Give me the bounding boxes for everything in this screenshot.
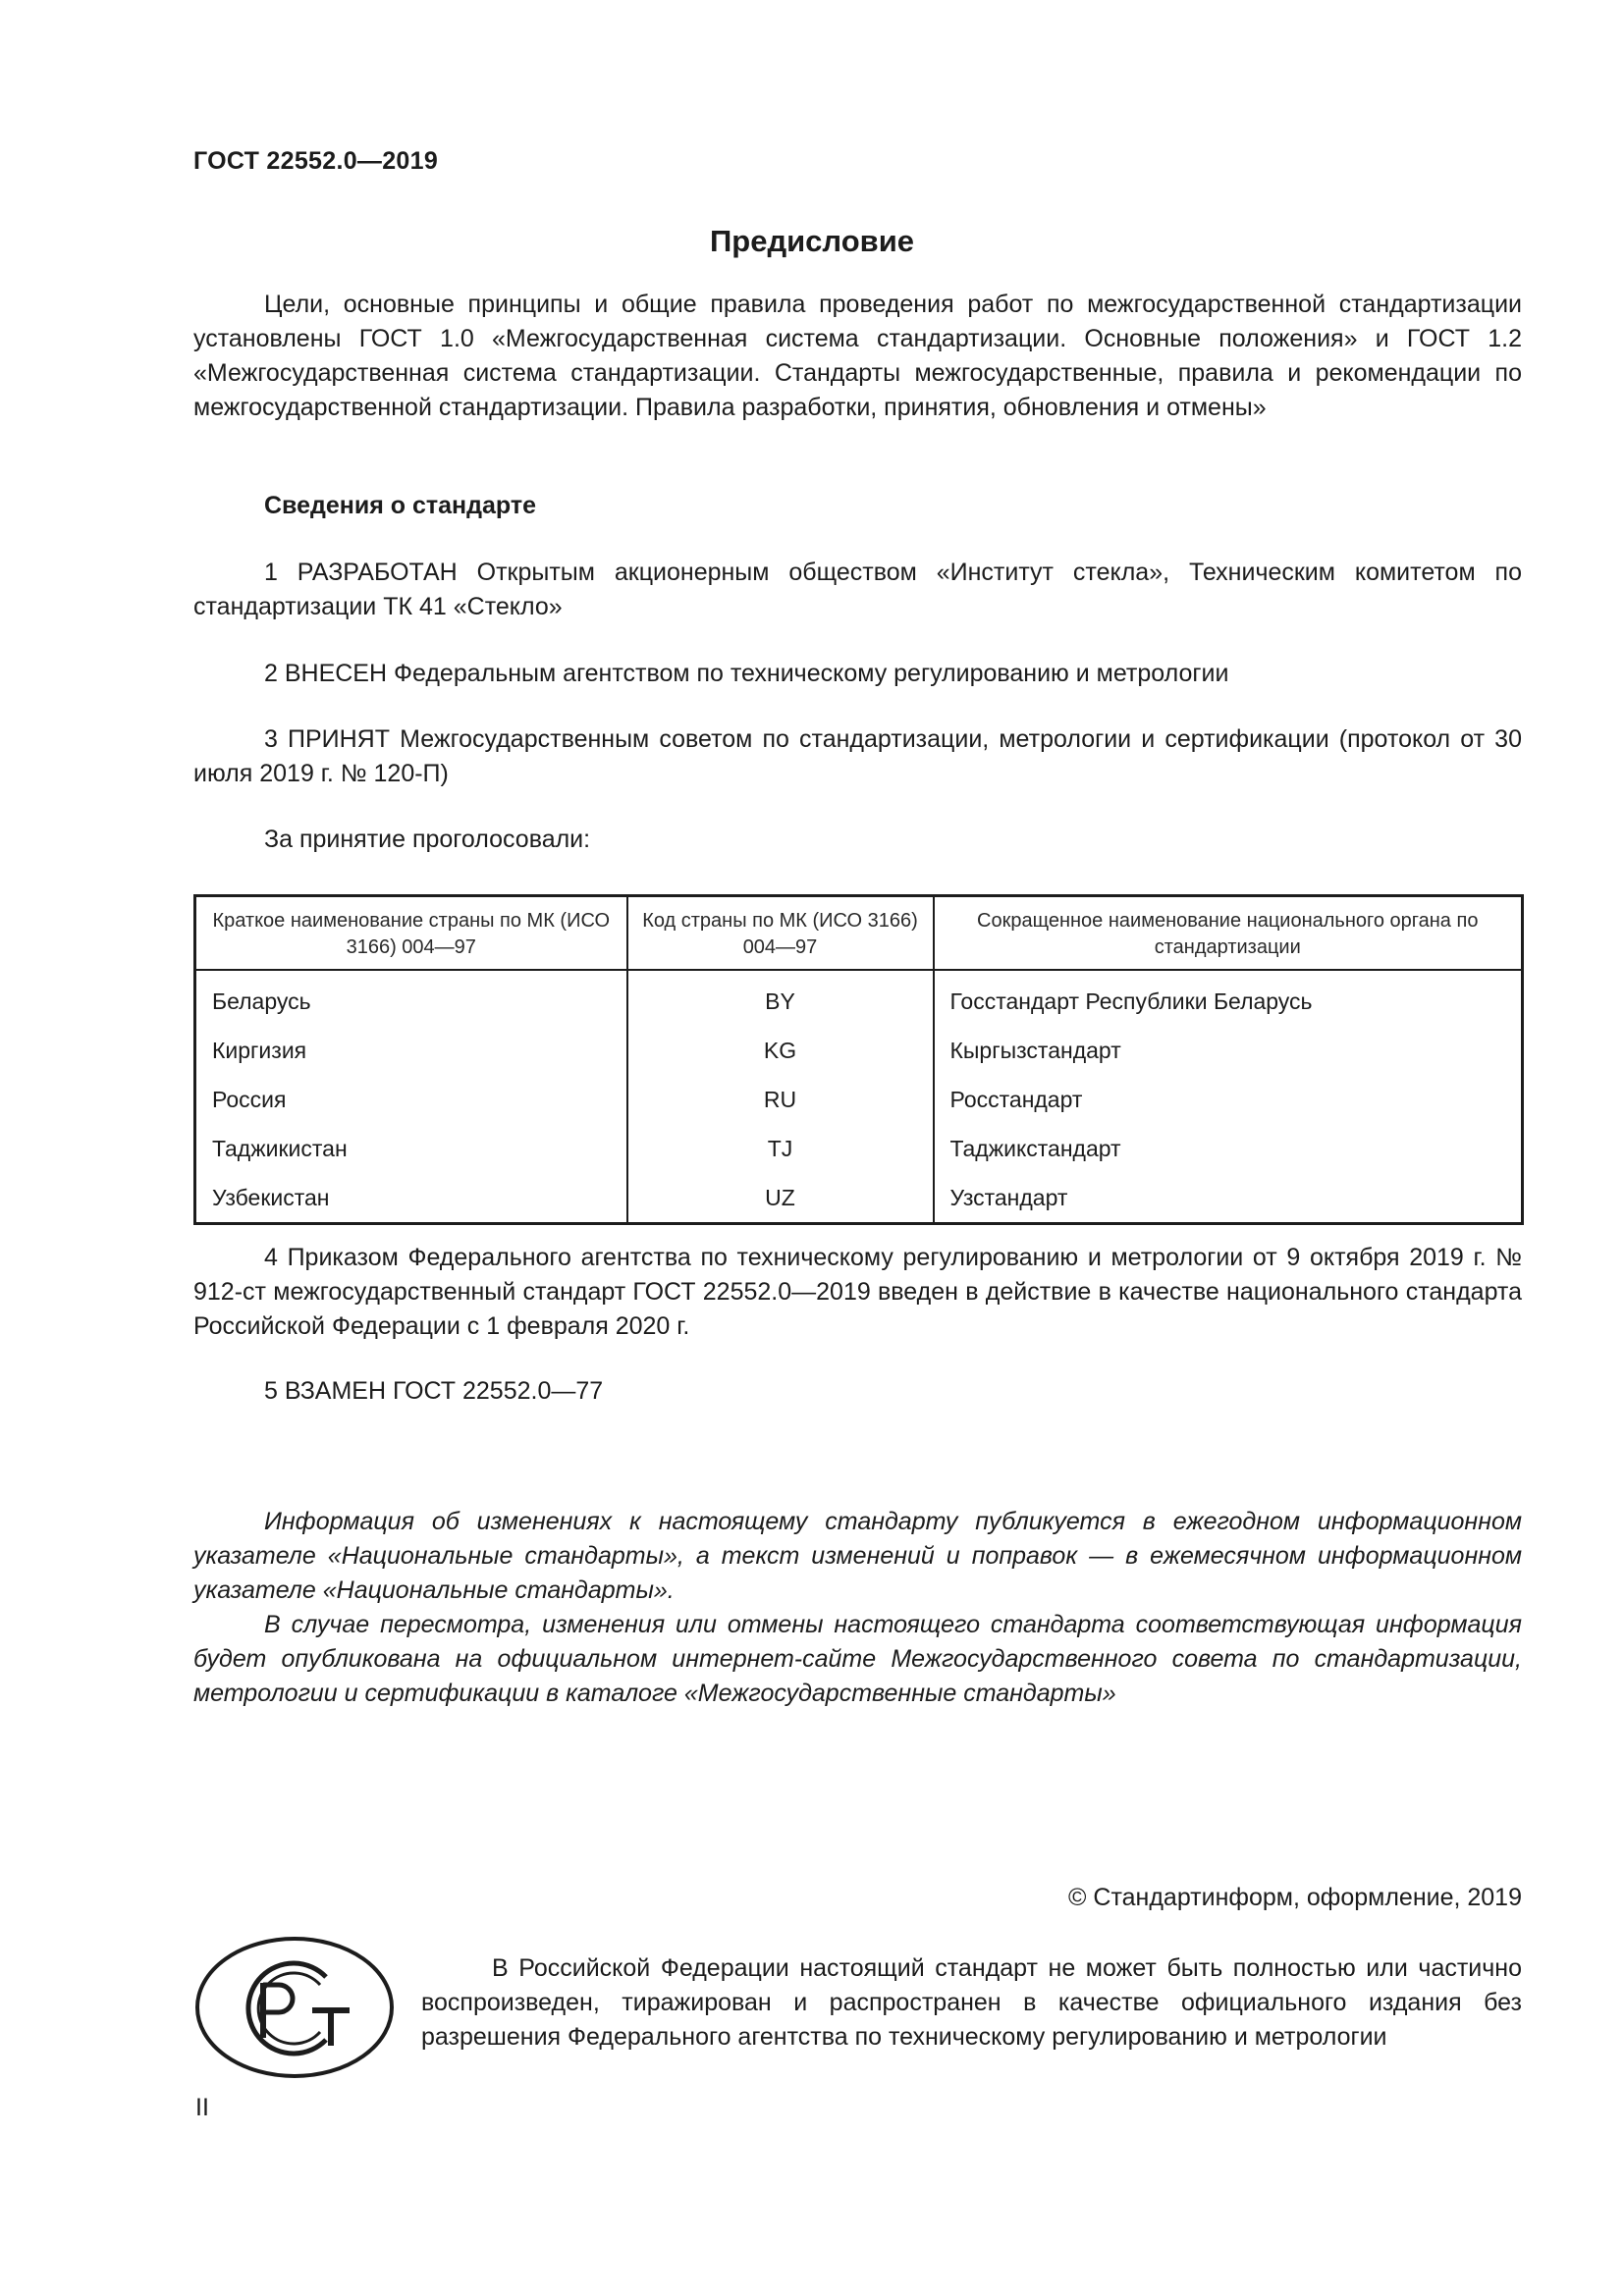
country-cell: Россия xyxy=(195,1075,627,1124)
item-2: 2 ВНЕСЕН Федеральным агентством по техническому регулированию и метрологии xyxy=(264,660,1229,687)
country-cell: Беларусь xyxy=(195,970,627,1026)
table-row xyxy=(195,1026,1523,1075)
code-cell: BY xyxy=(627,970,934,1026)
voted-label: За принятие проголосовали: xyxy=(264,826,591,853)
rst-certification-mark-icon xyxy=(194,1936,395,2079)
code-cell: KG xyxy=(627,1026,934,1075)
notice-changes: Информация об изменениях к настоящему стандарту публикуется в ежегодном информационном указателе «Национальные стандарты», а текст изменений и поправок — в ежемесячном информационном указателе «Национальные стандарты». xyxy=(193,1508,1522,1604)
item-4: 4 Приказом Федерального агентства по техническому регулированию и метрологии от 9 октября 2019 г. № 912-ст межгосударственный стандарт ГОСТ 22552.0—2019 введен в действие в качестве национального стандарта Российской Федерации с 1 февраля 2020 г. xyxy=(193,1244,1522,1340)
column-header-body: Сокращенное наименование национального органа по стандартизации xyxy=(934,896,1523,971)
page-title: Предисловие xyxy=(709,224,914,258)
body-cell: Таджикстандарт xyxy=(934,1124,1523,1173)
table-header-row xyxy=(195,896,1523,971)
notice-revision: В случае пересмотра, изменения или отмены настоящего стандарта соответствующая информация будет опубликована на официальном интернет-сайте Межгосударственного совета по стандартизации, метрологии и сертификации в каталоге «Межгосударственные стандарты» xyxy=(193,1611,1522,1707)
page-number: II xyxy=(195,2094,209,2121)
table-row xyxy=(195,970,1523,1026)
countries-table xyxy=(193,894,1524,1225)
country-cell: Узбекистан xyxy=(195,1173,627,1224)
body-cell: Кыргызстандарт xyxy=(934,1026,1523,1075)
country-cell: Таджикистан xyxy=(195,1124,627,1173)
country-cell: Киргизия xyxy=(195,1026,627,1075)
document-header: ГОСТ 22552.0—2019 xyxy=(193,147,439,175)
intro-paragraph: Цели, основные принципы и общие правила проведения работ по межгосударственной стандартизации установлены ГОСТ 1.0 «Межгосударственная система стандартизации. Основные положения» и ГОСТ 1.2 «Межгосударственная система стандартизации. Стандарты межгосударственные, правила и рекомендации по межгосударственной стандартизации. Правила разработки, принятия, обновления и отмены» xyxy=(193,291,1522,421)
code-cell: RU xyxy=(627,1075,934,1124)
body-cell: Госстандарт Республики Беларусь xyxy=(934,970,1523,1026)
table-row xyxy=(195,1173,1523,1224)
column-header-country: Краткое наименование страны по МК (ИСО 3166) 004—97 xyxy=(195,896,627,971)
item-1: 1 РАЗРАБОТАН Открытым акционерным обществом «Институт стекла», Техническим комитетом по стандартизации ТК 41 «Стекло» xyxy=(193,559,1522,620)
info-heading: Сведения о стандарте xyxy=(264,492,537,519)
item-3: 3 ПРИНЯТ Межгосударственным советом по стандартизации, метрологии и сертификации (протокол от 30 июля 2019 г. № 120-П) xyxy=(193,725,1522,787)
copyright-line: © Стандартинформ, оформление, 2019 xyxy=(1068,1884,1522,1911)
body-cell: Узстандарт xyxy=(934,1173,1523,1224)
body-cell: Росстандарт xyxy=(934,1075,1523,1124)
item-5: 5 ВЗАМЕН ГОСТ 22552.0—77 xyxy=(264,1377,604,1405)
column-header-code: Код страны по МК (ИСО 3166) 004—97 xyxy=(627,896,934,971)
table-row xyxy=(195,1124,1523,1173)
code-cell: TJ xyxy=(627,1124,934,1173)
table-row xyxy=(195,1075,1523,1124)
code-cell: UZ xyxy=(627,1173,934,1224)
rights-notice: В Российской Федерации настоящий стандарт не может быть полностью или частично воспроизведен, тиражирован и распространен в качестве официального издания без разрешения Федерального агентства по техническому регулированию и метрологии xyxy=(421,1954,1522,2051)
